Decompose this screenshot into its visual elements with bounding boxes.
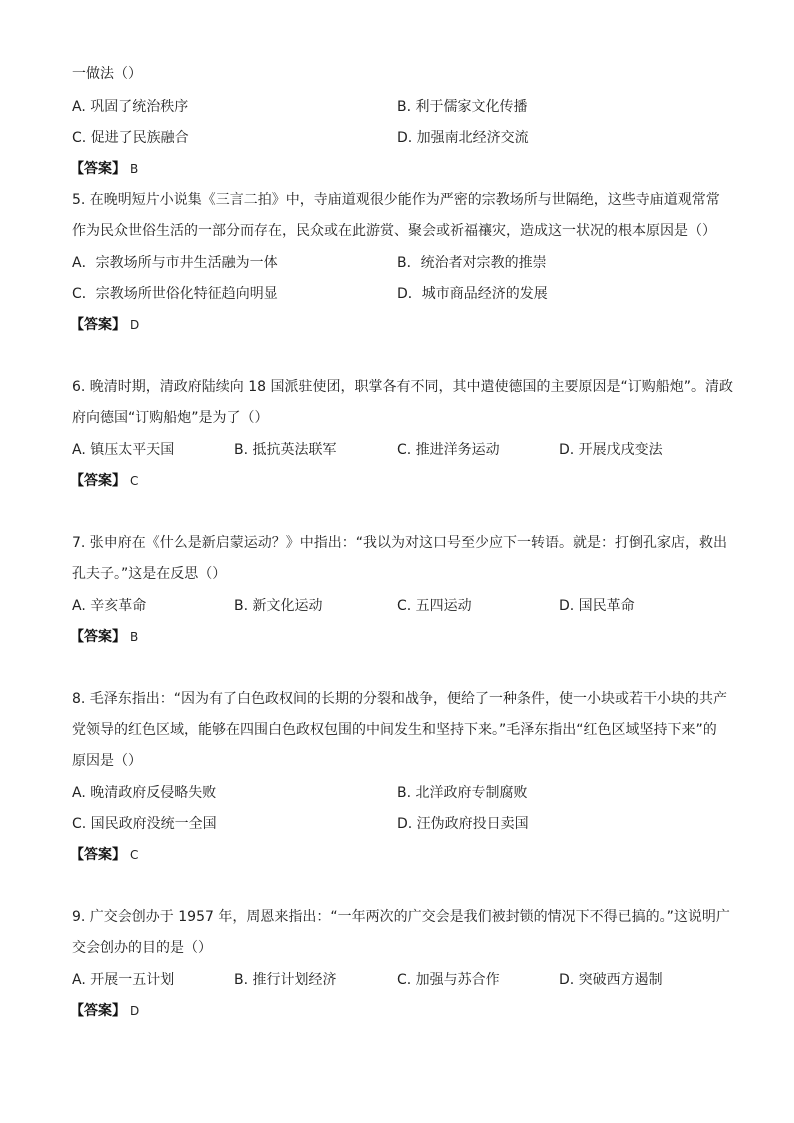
q7-option-c: C. 五四运动 xyxy=(397,598,472,614)
q5-stem-line-1: 5. 在晚明短片小说集《三言二拍》中，寺庙道观很少能作为严密的宗教场所与世隔绝，这些寺庙道观常常 xyxy=(72,192,720,208)
answer-label: 【答案】 xyxy=(70,161,126,177)
q4-option-b: B. 利于儒家文化传播 xyxy=(397,99,528,115)
answer-label: 【答案】 xyxy=(70,629,126,645)
q4-stem-tail: 一做法（） xyxy=(72,66,142,82)
answer-label: 【答案】 xyxy=(70,1003,126,1019)
q6-option-d: D. 开展戊戌变法 xyxy=(559,442,663,458)
q7-option-b: B. 新文化运动 xyxy=(234,598,323,614)
q6-option-c: C. 推进洋务运动 xyxy=(397,442,500,458)
answer-label: 【答案】 xyxy=(70,847,126,863)
q5-option-d: D．城市商品经济的发展 xyxy=(397,286,548,302)
q5-option-a: A．宗教场所与市井生活融为一体 xyxy=(72,255,278,271)
q4-option-a: A. 巩固了统治秩序 xyxy=(72,99,189,115)
q8-option-a: A. 晚清政府反侵略失败 xyxy=(72,785,217,801)
q6-stem-line-1: 6. 晚清时期，清政府陆续向 18 国派驻使团，职掌各有不同，其中遣使德国的主要原因是“订购船炮”。清政 xyxy=(72,379,734,395)
q5-option-c: C．宗教场所世俗化特征趋向明显 xyxy=(72,286,278,302)
q8-stem-line-3: 原因是（） xyxy=(72,753,142,769)
q8-stem-line-2: 党领导的红色区域，能够在四围白色政权包围的中间发生和坚持下来。”毛泽东指出“红色区域坚持下来”的 xyxy=(72,722,717,738)
q5-option-b: B．统治者对宗教的推崇 xyxy=(397,255,547,271)
answer-value: D xyxy=(130,318,140,332)
answer-value: C xyxy=(130,474,139,488)
q7-option-d: D. 国民革命 xyxy=(559,598,635,614)
q6-answer xyxy=(70,471,138,491)
q8-stem-line-1: 8. 毛泽东指出：“因为有了白色政权间的长期的分裂和战争，便给了一种条件，使一小块或若干小块的共产 xyxy=(72,691,728,707)
q8-option-d: D. 汪伪政府投日卖国 xyxy=(397,816,529,832)
q9-option-a: A. 开展一五计划 xyxy=(72,972,175,988)
q9-option-b: B. 推行计划经济 xyxy=(234,972,337,988)
q4-option-d: D. 加强南北经济交流 xyxy=(397,130,529,146)
q7-answer xyxy=(70,627,138,647)
q4-answer xyxy=(70,159,138,179)
q6-option-b: B. 抵抗英法联军 xyxy=(234,442,337,458)
q7-stem-line-2: 孔夫子。”这是在反思（） xyxy=(72,566,227,582)
q8-answer xyxy=(70,845,138,865)
q5-stem-line-2: 作为民众世俗生活的一部分而存在，民众或在此游赏、聚会或祈福禳灾，造成这一状况的根本原因是（） xyxy=(72,223,716,239)
q9-stem-line-2: 交会创办的目的是（） xyxy=(72,940,212,956)
q4-option-c: C. 促进了民族融合 xyxy=(72,130,189,146)
answer-value: D xyxy=(130,1004,140,1018)
q7-stem-line-1: 7. 张申府在《什么是新启蒙运动？》中指出：“我以为对这口号至少应下一转语。就是：打倒孔家店，救出 xyxy=(72,535,728,551)
q8-option-b: B. 北洋政府专制腐败 xyxy=(397,785,528,801)
answer-value: B xyxy=(130,162,139,176)
q9-option-d: D. 突破西方遏制 xyxy=(559,972,663,988)
q9-option-c: C. 加强与苏合作 xyxy=(397,972,500,988)
q6-option-a: A. 镇压太平天国 xyxy=(72,442,175,458)
answer-value: B xyxy=(130,630,139,644)
q7-option-a: A. 辛亥革命 xyxy=(72,598,147,614)
q9-stem-line-1: 9. 广交会创办于 1957 年，周恩来指出：“一年两次的广交会是我们被封锁的情况下不得已搞的。”这说明广 xyxy=(72,909,730,925)
q9-answer xyxy=(70,1001,139,1021)
q8-option-c: C. 国民政府没统一全国 xyxy=(72,816,217,832)
q5-answer xyxy=(70,315,139,335)
q6-stem-line-2: 府向德国“订购船炮”是为了（） xyxy=(72,410,269,426)
answer-label: 【答案】 xyxy=(70,473,126,489)
answer-label: 【答案】 xyxy=(70,317,126,333)
answer-value: C xyxy=(130,848,139,862)
